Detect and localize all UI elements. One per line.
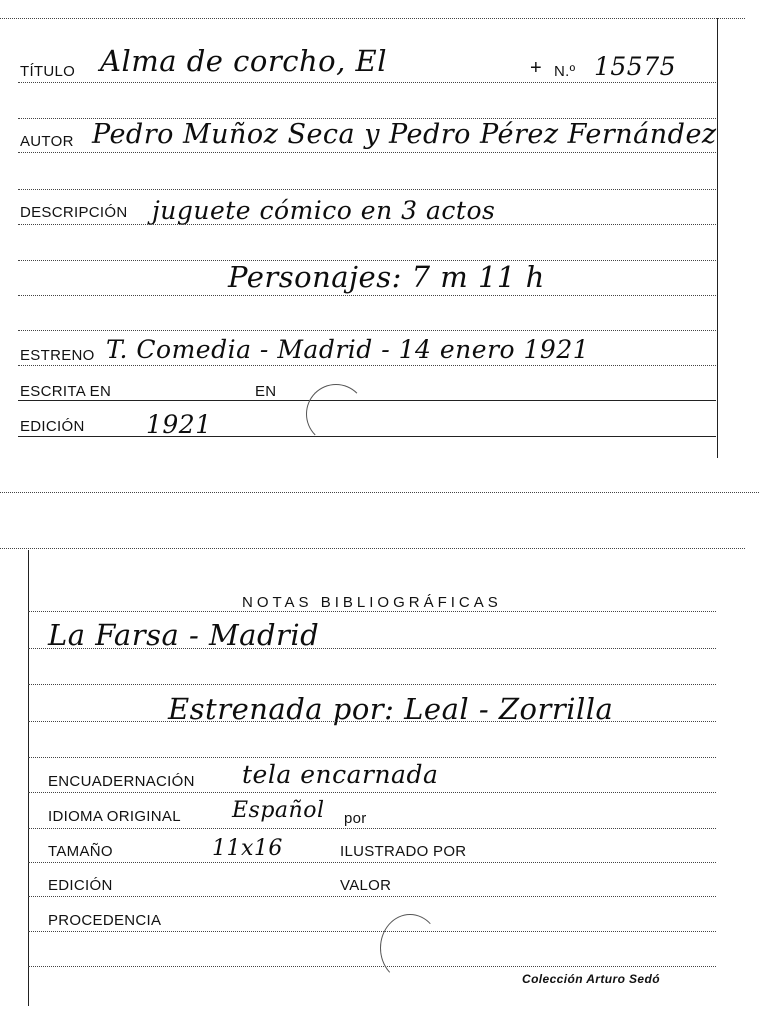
note-line-2: Estrenada por: Leal - Zorrilla <box>168 692 614 726</box>
personajes-value: Personajes: 7 m 11 h <box>228 260 545 294</box>
estreno-value: T. Comedia - Madrid - 14 enero 1921 <box>106 335 590 364</box>
collection-stamp: Colección Arturo Sedó <box>522 972 660 986</box>
right-margin-line <box>717 18 718 458</box>
row-line <box>18 224 716 225</box>
titulo-label: TÍTULO <box>20 63 76 80</box>
row-line <box>28 648 716 649</box>
edicion-label: EDICIÓN <box>20 418 85 435</box>
row-line <box>18 295 716 296</box>
tamano-label: TAMAÑO <box>48 843 113 860</box>
ilustrado-por-label: ILUSTRADO POR <box>340 843 467 860</box>
encuadernacion-label: ENCUADERNACIÓN <box>48 773 195 790</box>
row-line <box>18 189 716 190</box>
row-line <box>28 684 716 685</box>
row-line <box>18 330 716 331</box>
estreno-label: ESTRENO <box>20 347 95 364</box>
tamano-value: 11x16 <box>212 836 283 861</box>
encuadernacion-value: tela encarnada <box>242 760 439 789</box>
row-line <box>28 792 716 793</box>
row-line <box>18 152 716 153</box>
row-line <box>28 611 716 612</box>
card-bottom-edge <box>0 492 759 493</box>
row-line <box>28 931 716 932</box>
idioma-original-value: Español <box>232 798 325 823</box>
descripcion-value: juguete cómico en 3 actos <box>152 196 496 225</box>
row-line <box>18 400 716 401</box>
catalog-card-main <box>0 0 759 495</box>
notas-heading: NOTAS BIBLIOGRÁFICAS <box>242 594 502 611</box>
card-top-edge <box>0 548 745 549</box>
por-label: por <box>344 810 367 827</box>
row-line <box>18 436 716 437</box>
left-margin-line <box>28 550 29 1006</box>
punch-hole-mark <box>380 914 440 982</box>
card-top-edge <box>0 18 745 19</box>
procedencia-label: PROCEDENCIA <box>48 912 162 929</box>
autor-label: AUTOR <box>20 133 74 150</box>
titulo-value: Alma de corcho, El <box>100 44 387 78</box>
row-line <box>28 896 716 897</box>
numero-label: N.º <box>554 63 576 80</box>
row-line <box>28 966 716 967</box>
row-line <box>18 365 716 366</box>
row-line <box>28 757 716 758</box>
en-label: EN <box>255 383 277 400</box>
autor-value: Pedro Muñoz Seca y Pedro Pérez Fernández <box>92 119 717 150</box>
idioma-original-label: IDIOMA ORIGINAL <box>48 808 181 825</box>
row-line <box>18 82 716 83</box>
numero-value: 15575 <box>594 52 677 81</box>
numero-mark: + <box>530 57 542 79</box>
row-line <box>28 828 716 829</box>
edicion-value: 1921 <box>146 410 212 439</box>
row-line <box>28 721 716 722</box>
punch-hole-mark <box>306 384 366 444</box>
edicion-label-notes: EDICIÓN <box>48 877 113 894</box>
catalog-card-notes <box>0 538 759 1028</box>
note-line-1: La Farsa - Madrid <box>48 618 320 652</box>
row-line <box>28 862 716 863</box>
valor-label: VALOR <box>340 877 392 894</box>
escrita-en-label: ESCRITA EN <box>20 383 112 400</box>
descripcion-label: DESCRIPCIÓN <box>20 204 128 221</box>
